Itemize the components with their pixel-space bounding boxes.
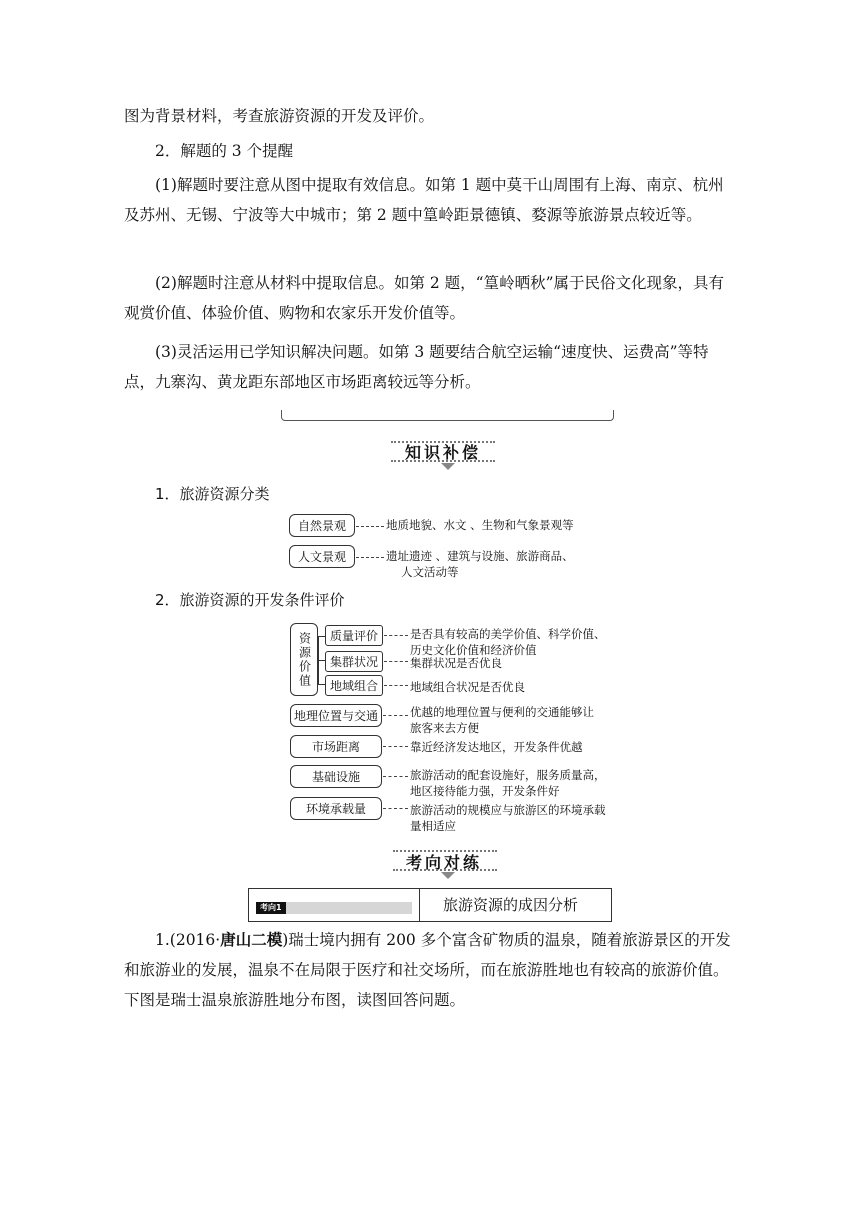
topic-divider: [419, 889, 420, 921]
regional-desc: 地域组合状况是否优良: [410, 680, 525, 694]
quality-desc-1: 是否具有较高的美学价值、科学价值、: [410, 627, 606, 641]
topic-tag: 考向1: [256, 902, 286, 914]
question-text: )瑞士境内拥有 200 多个富含矿物质的温泉，随着旅游景区的开发和旅游业的发展，温泉不在局限于医疗和社交场所，而在旅游胜地也有较高的旅游价值。下图是瑞士温泉旅游胜地分布图，读图回答问题。: [124, 931, 731, 1009]
topic-header: [248, 888, 612, 922]
infrastructure-desc-2: 地区接待能力强，开发条件好: [410, 784, 560, 798]
capacity-desc-1: 旅游活动的规模应与旅游区的环境承载: [410, 803, 606, 817]
section-title-evaluation: 2．旅游资源的开发条件评价: [155, 591, 345, 609]
carrying-capacity-box: 环境承载量: [290, 797, 382, 820]
cluster-desc: 集群状况是否优良: [410, 656, 502, 670]
paragraph-intro-end: 图为背景材料，考查旅游资源的开发及评价。: [124, 107, 435, 125]
practice-banner: 考向对练: [406, 853, 483, 872]
tip-3: (3)灵活运用已学知识解决问题。如第 3 题要结合航空运输“速度快、运费高”等特点，九寨沟、黄龙距东部地区市场距离较远等分析。: [124, 343, 709, 391]
question-prefix: 1.(2016·: [155, 931, 221, 949]
question-source: 唐山二模: [220, 931, 283, 949]
resource-value-box: 资源价值: [290, 623, 318, 696]
location-desc-2: 旅客来去方便: [410, 721, 479, 735]
connector: [383, 715, 408, 716]
connector: [356, 557, 384, 558]
knowledge-banner: 知识补偿: [405, 443, 482, 462]
banner-arrow-icon: [441, 872, 455, 879]
banner-arrow-icon: [441, 463, 455, 470]
location-desc-1: 优越的地理位置与便利的交通能够让: [410, 705, 594, 719]
cluster-status-box: 集群状况: [325, 651, 383, 672]
infrastructure-box: 基础设施: [290, 765, 382, 788]
connector: [383, 776, 408, 777]
tip-2: (2)解题时注意从材料中提取信息。如第 2 题，“篁岭晒秋”属于民俗文化现象，具有观赏价值、体验价值、购物和农家乐开发价值等。: [124, 274, 725, 322]
connector: [384, 685, 408, 686]
market-desc: 靠近经济发达地区，开发条件优越: [410, 740, 583, 754]
tips-heading: 2．解题的 3 个提醒: [155, 142, 294, 160]
quality-desc-2: 历史文化价值和经济价值: [410, 643, 537, 657]
question-1: [124, 925, 738, 1015]
topic-title: 旅游资源的成因分析: [443, 896, 579, 914]
connector: [384, 635, 408, 636]
section-bracket: [281, 410, 614, 421]
natural-landscape-desc: 地质地貌、水文 、生物和气象景观等: [386, 518, 574, 532]
section-title-classification: 1．旅游资源分类: [155, 485, 270, 503]
connector: [383, 808, 408, 809]
cultural-landscape-box: 人文景观: [289, 545, 355, 568]
cultural-landscape-desc-1: 遗址遗迹 、建筑与设施、旅游商品、: [386, 549, 574, 563]
connector: [384, 661, 408, 662]
tip-1: (1)解题时要注意从图中提取有效信息。如第 1 题中莫干山周围有上海、南京、杭州及苏州、无锡、宁波等大中城市；第 2 题中篁岭距景德镇、婺源等旅游景点较近等。: [124, 176, 724, 224]
location-transport-box: 地理位置与交通: [290, 704, 382, 727]
regional-combination-box: 地域组合: [325, 675, 383, 696]
natural-landscape-box: 自然景观: [289, 514, 355, 537]
quality-evaluation-box: 质量评价: [325, 625, 383, 646]
infrastructure-desc-1: 旅游活动的配套设施好，服务质量高，: [410, 768, 606, 782]
connector: [383, 746, 408, 747]
connector: [356, 526, 384, 527]
market-distance-box: 市场距离: [290, 735, 382, 758]
cultural-landscape-desc-2: 人文活动等: [401, 565, 459, 579]
capacity-desc-2: 量相适应: [410, 819, 456, 833]
